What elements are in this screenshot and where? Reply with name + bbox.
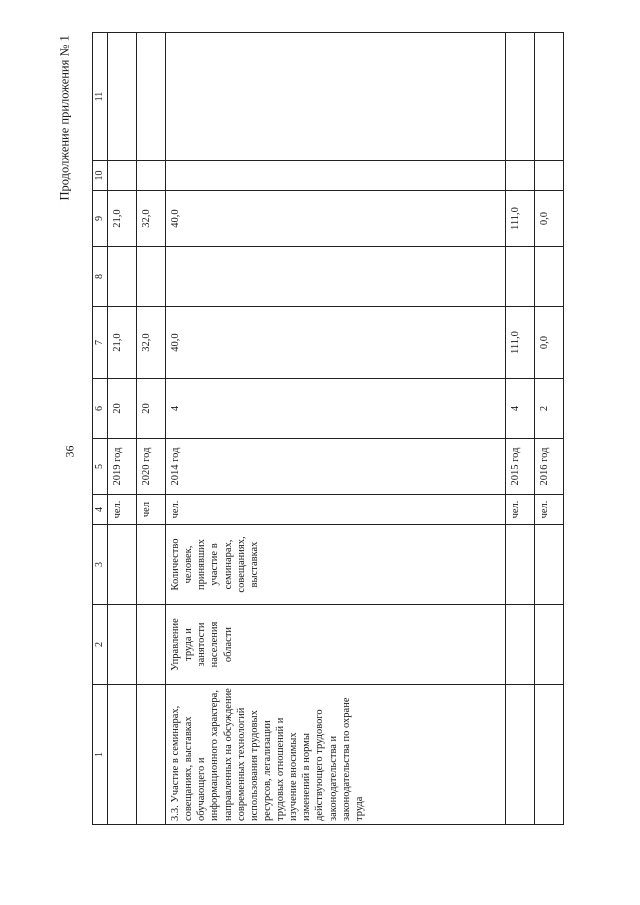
cell-year: 2019 год	[108, 439, 137, 495]
cell-regional: 40,0	[166, 191, 506, 247]
cell-indicator	[506, 525, 535, 605]
cell-local	[137, 161, 166, 191]
cell-unit: чел.	[166, 495, 506, 525]
cell-executor: Управление труда и занятости населения области	[166, 605, 506, 685]
col-num: 8	[93, 247, 108, 307]
cell-year: 2016 год	[535, 439, 564, 495]
cell-measure	[137, 685, 166, 825]
col-num: 5	[93, 439, 108, 495]
program-table	[92, 32, 564, 825]
cell-regional: 0,0	[535, 191, 564, 247]
cell-regional: 21,0	[108, 191, 137, 247]
cell-regional: 111,0	[506, 191, 535, 247]
cell-federal	[137, 247, 166, 307]
cell-unit: чел	[137, 495, 166, 525]
cell-other	[137, 33, 166, 161]
cell-unit: чел.	[535, 495, 564, 525]
cell-other	[166, 33, 506, 161]
cell-executor	[137, 605, 166, 685]
col-num: 11	[93, 33, 108, 161]
col-num: 10	[93, 161, 108, 191]
cell-total: 32,0	[137, 307, 166, 379]
cell-measure	[535, 685, 564, 825]
cell-local	[166, 161, 506, 191]
cell-executor	[506, 605, 535, 685]
cell-federal	[506, 247, 535, 307]
cell-value: 20	[108, 379, 137, 439]
cell-federal	[108, 247, 137, 307]
table-row	[535, 33, 564, 825]
table-wrapper	[92, 33, 564, 825]
cell-value: 4	[506, 379, 535, 439]
cell-measure	[506, 685, 535, 825]
table-row	[166, 33, 506, 825]
col-num: 1	[93, 685, 108, 825]
cell-local	[535, 161, 564, 191]
cell-indicator	[108, 525, 137, 605]
col-num: 9	[93, 191, 108, 247]
cell-other	[108, 33, 137, 161]
cell-regional: 32,0	[137, 191, 166, 247]
cell-indicator: Количество человек, принявших участие в семинарах, совещаниях, выставках	[166, 525, 506, 605]
table-row	[108, 33, 137, 825]
cell-value: 20	[137, 379, 166, 439]
column-number-row	[93, 33, 108, 825]
cell-year: 2014 год	[166, 439, 506, 495]
cell-unit: чел.	[108, 495, 137, 525]
cell-other	[506, 33, 535, 161]
cell-value: 4	[166, 379, 506, 439]
col-num: 2	[93, 605, 108, 685]
page-number: 36	[62, 445, 77, 458]
cell-local	[506, 161, 535, 191]
rotated-table	[92, 33, 564, 825]
page-header: Продолжение приложения № 1	[57, 35, 72, 201]
cell-unit: чел.	[506, 495, 535, 525]
table-row	[137, 33, 166, 825]
cell-total: 21,0	[108, 307, 137, 379]
cell-value: 2	[535, 379, 564, 439]
cell-measure: 3.3. Участие в семинарах, совещаниях, выставках обучающего и информационного характера, направленных на обсуждение современных технологий использования трудовых ресурсов, легализации трудовых отношений и изучение вносимых изменений в нормы действующего трудового законодательства и законодательства по охране труда	[166, 685, 506, 825]
cell-indicator	[535, 525, 564, 605]
col-num: 3	[93, 525, 108, 605]
cell-executor	[535, 605, 564, 685]
cell-total: 40,0	[166, 307, 506, 379]
cell-federal	[166, 247, 506, 307]
table-row	[506, 33, 535, 825]
col-num: 7	[93, 307, 108, 379]
cell-executor	[108, 605, 137, 685]
cell-other	[535, 33, 564, 161]
cell-total: 111,0	[506, 307, 535, 379]
col-num: 4	[93, 495, 108, 525]
col-num: 6	[93, 379, 108, 439]
cell-year: 2020 год	[137, 439, 166, 495]
cell-total: 0,0	[535, 307, 564, 379]
cell-local	[108, 161, 137, 191]
cell-measure	[108, 685, 137, 825]
cell-year: 2015 год	[506, 439, 535, 495]
cell-federal	[535, 247, 564, 307]
cell-indicator	[137, 525, 166, 605]
